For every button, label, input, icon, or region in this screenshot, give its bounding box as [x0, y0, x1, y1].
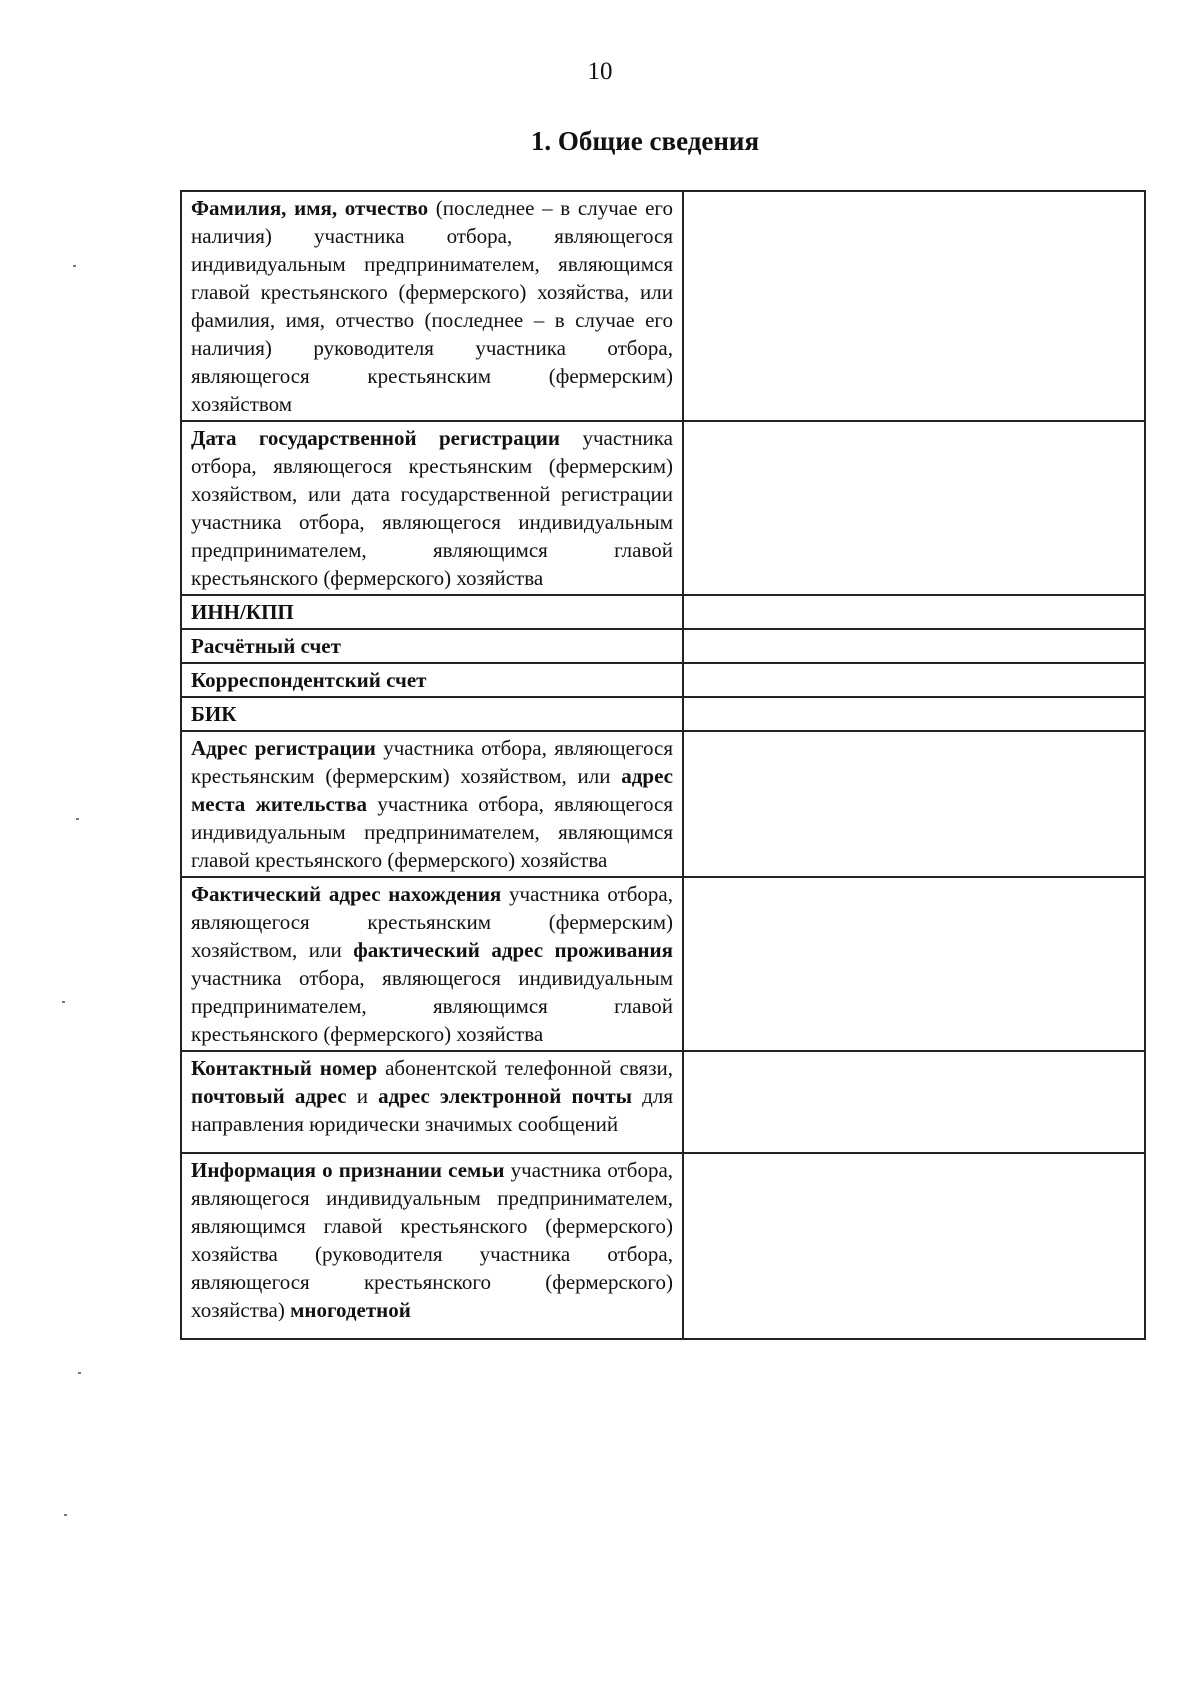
field-value-cell[interactable]	[683, 191, 1145, 421]
field-value-cell[interactable]	[683, 697, 1145, 731]
field-label-text: участника отбора, являющегося крестьянским (фермерским) хозяйством, или	[191, 882, 673, 962]
section-title: 1. Общие сведения	[530, 126, 760, 156]
field-label-bold-text: Адрес регистрации	[191, 736, 376, 760]
field-label-cell	[181, 697, 683, 731]
table-body	[181, 191, 1145, 1339]
field-label-text: и	[346, 1084, 379, 1108]
field-label-cell	[181, 191, 683, 421]
table-row	[181, 1153, 1145, 1339]
field-value-cell[interactable]	[683, 629, 1145, 663]
scan-speck	[64, 1514, 67, 1516]
field-label-cell	[181, 595, 683, 629]
scan-speck	[76, 818, 79, 820]
field-label-text: участника отбора, являющегося крестьянским (фермерским) хозяйством, или дата государственной регистрации участника отбора, являющегося индивидуальным предпринимателем, являющимся главой крестьянского (фермерского) хозяйства	[191, 426, 673, 590]
field-label-bold-text: многодетной	[290, 1298, 411, 1322]
field-label-cell	[181, 663, 683, 697]
field-label-bold-text: адрес электронной почты	[378, 1084, 633, 1108]
field-label-bold-text: Расчётный счет	[191, 634, 341, 658]
field-label-cell	[181, 629, 683, 663]
field-label-bold-text: Дата государственной регистрации	[191, 426, 560, 450]
table-row	[181, 877, 1145, 1051]
table-row	[181, 629, 1145, 663]
field-value-cell[interactable]	[683, 421, 1145, 595]
field-label-text: участника отбора, являющегося индивидуальным предпринимателем, являющимся главой крестьянского (фермерского) хозяйства	[191, 792, 673, 872]
field-label-text: (последнее – в случае его наличия) участника отбора, являющегося индивидуальным предпринимателем, являющимся главой крестьянского (фермерского) хозяйства, или фамилия, имя, отчество (последнее – в случае его наличия) руководителя участника отбора, являющегося крестьянским (фермерским) хозяйством	[191, 196, 673, 416]
field-label-bold-text: Фактический адрес нахождения	[191, 882, 502, 906]
table-row	[181, 1051, 1145, 1153]
page-number: 10	[587, 58, 613, 85]
field-label-bold-text: Информация о признании семьи	[191, 1158, 505, 1182]
table-row	[181, 191, 1145, 421]
general-info-table	[180, 190, 1146, 1340]
field-label-bold-text: Контактный номер	[191, 1056, 378, 1080]
field-label-bold-text: фактический адрес проживания	[353, 938, 673, 962]
table-row	[181, 697, 1145, 731]
field-label-bold-text: адрес места жительства	[191, 764, 673, 816]
table-row	[181, 421, 1145, 595]
scan-speck	[78, 1372, 81, 1374]
field-label-cell	[181, 1153, 683, 1339]
field-value-cell[interactable]	[683, 1051, 1145, 1153]
field-label-bold-text: БИК	[191, 702, 237, 726]
field-label-text: для направления юридически значимых сообщений	[191, 1084, 674, 1136]
field-label-bold-text: Корреспондентский счет	[191, 668, 427, 692]
field-label-cell	[181, 421, 683, 595]
table-row	[181, 663, 1145, 697]
field-value-cell[interactable]	[683, 1153, 1145, 1339]
table-row	[181, 731, 1145, 877]
scan-speck	[62, 1001, 65, 1003]
field-label-cell	[181, 877, 683, 1051]
field-value-cell[interactable]	[683, 595, 1145, 629]
field-label-bold-text: Фамилия, имя, отчество	[191, 196, 429, 220]
field-label-text: участника отбора, являющегося индивидуальным предпринимателем, являющимся главой крестьянского (фермерского) хозяйства	[191, 966, 673, 1046]
field-label-cell	[181, 1051, 683, 1153]
field-label-text: участника отбора, являющегося индивидуальным предпринимателем, являющимся главой крестьянского (фермерского) хозяйства (руководителя участника отбора, являющегося крестьянского (фермерского) хозяйства)	[191, 1158, 674, 1322]
field-value-cell[interactable]	[683, 663, 1145, 697]
field-label-cell	[181, 731, 683, 877]
field-value-cell[interactable]	[683, 731, 1145, 877]
table-row	[181, 595, 1145, 629]
field-label-bold-text: почтовый адрес	[191, 1084, 347, 1108]
scan-speck	[73, 265, 76, 267]
field-label-bold-text: ИНН/КПП	[191, 600, 294, 624]
field-label-text: участника отбора, являющегося крестьянским (фермерским) хозяйством, или	[191, 736, 673, 788]
field-value-cell[interactable]	[683, 877, 1145, 1051]
field-label-text: абонентской телефонной связи,	[377, 1056, 673, 1080]
